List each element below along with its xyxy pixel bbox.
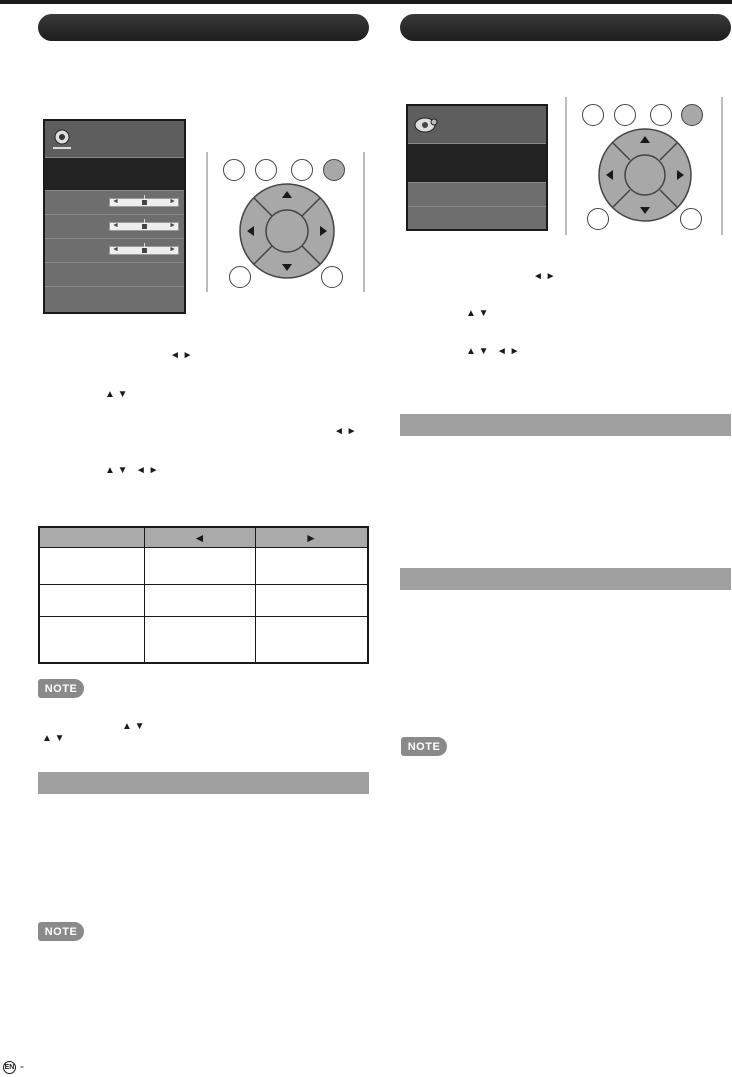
speaker-icon <box>52 128 72 150</box>
remote-button-3[interactable] <box>291 159 313 181</box>
dpad-cross-icon[interactable] <box>237 181 337 281</box>
right-subsection-bar-2 <box>400 568 731 590</box>
left-section-heading-bar <box>38 14 369 41</box>
remote-control-left <box>206 152 365 292</box>
up-down-left-right-arrows-right: ▲ ▼ ◄ ► <box>466 346 520 357</box>
language-badge: EN <box>3 1061 16 1074</box>
up-down-arrows-note-2: ▲ ▼ <box>42 733 65 744</box>
osd-item-right-2[interactable] <box>408 182 546 206</box>
table-header-right: ► <box>255 528 367 547</box>
osd-slider-1[interactable]: ◄ ► <box>109 198 179 207</box>
osd-item-5[interactable] <box>45 286 184 312</box>
remote-control-right <box>565 97 723 235</box>
page-number-dash: - <box>20 1059 24 1073</box>
osd-selected-item[interactable] <box>45 157 184 190</box>
top-rule <box>0 0 732 4</box>
osd-slider-row-1[interactable] <box>45 190 184 214</box>
remote-button-2[interactable] <box>255 159 277 181</box>
adjustment-table <box>38 526 369 664</box>
osd-header-right <box>408 106 546 143</box>
remote-menu-button[interactable] <box>323 159 345 181</box>
dpad-cross-icon-right[interactable] <box>596 126 694 224</box>
remote-button-2-right[interactable] <box>614 104 636 126</box>
remote-button-1[interactable] <box>223 159 245 181</box>
note-badge-1: NOTE <box>38 679 84 698</box>
osd-header <box>45 121 184 157</box>
left-right-arrows-2: ◄ ► <box>334 426 357 437</box>
osd-slider-3[interactable]: ◄ ► <box>109 246 179 255</box>
remote-button-bl-right[interactable] <box>587 208 609 230</box>
up-down-arrows-note: ▲ ▼ <box>122 721 145 732</box>
remote-button-br[interactable] <box>321 266 343 288</box>
remote-button-bl[interactable] <box>229 266 251 288</box>
gear-icon <box>413 116 439 134</box>
remote-button-1-right[interactable] <box>582 104 604 126</box>
osd-slider-2[interactable]: ◄ ► <box>109 222 179 231</box>
left-subsection-bar <box>38 772 369 794</box>
osd-slider-row-3[interactable] <box>45 238 184 262</box>
setup-osd-menu <box>406 104 548 231</box>
up-down-left-right-arrows: ▲ ▼ ◄ ► <box>105 465 159 476</box>
remote-button-3-right[interactable] <box>650 104 672 126</box>
osd-slider-row-2[interactable] <box>45 214 184 238</box>
left-right-arrows-right: ◄ ► <box>533 271 556 282</box>
remote-button-br-right[interactable] <box>680 208 702 230</box>
up-down-arrows: ▲ ▼ <box>105 389 128 400</box>
table-header-item <box>40 528 144 547</box>
audio-osd-menu <box>43 119 186 314</box>
left-right-arrows: ◄ ► <box>170 350 193 361</box>
table-header-left: ◄ <box>144 528 255 547</box>
osd-item-right-3[interactable] <box>408 206 546 229</box>
remote-menu-button-right[interactable] <box>681 104 703 126</box>
osd-item-4[interactable] <box>45 262 184 286</box>
note-badge-2: NOTE <box>38 922 84 941</box>
up-down-arrows-right: ▲ ▼ <box>466 308 489 319</box>
right-subsection-bar-1 <box>400 414 731 436</box>
note-badge-3: NOTE <box>401 737 447 756</box>
osd-selected-item-right[interactable] <box>408 143 546 182</box>
right-section-heading-bar <box>400 14 731 41</box>
